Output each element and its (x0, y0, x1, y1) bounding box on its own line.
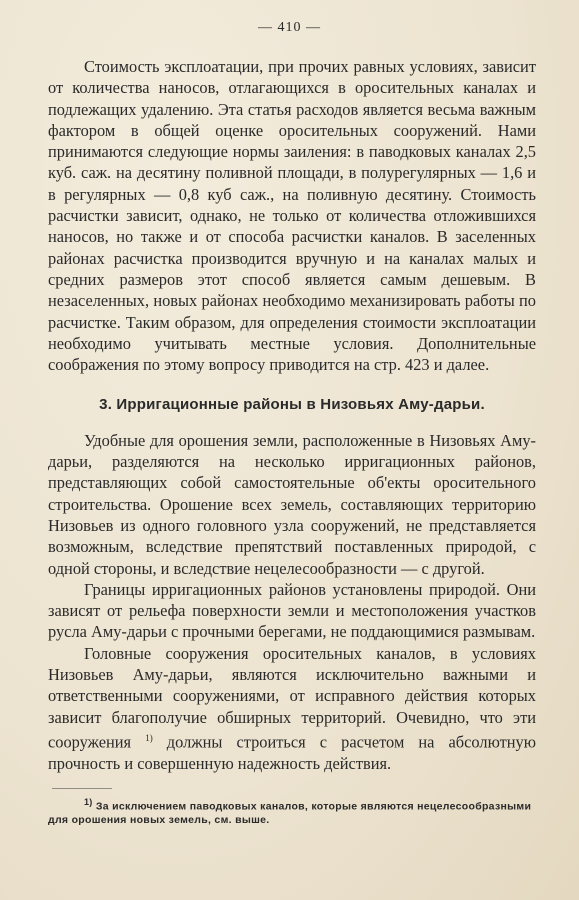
paragraph-irrigation-lands: Удобные для орошения земли, расположенные в Низовьях Аму-дарьи, разделяются на несколько ирригационных районов, представляющих собой самостоятельные об'екты оросительного строительства. Орошение всех земель, составляющих территорию Низовьев из одного головного узла сооружений, не представляется возможным, вследствие препятствий поставленных природой, с одной стороны, и вследствие нецелесообразности — с другой. (48, 430, 536, 578)
paragraph-head-structures (48, 643, 536, 774)
footnote-text: За исключением паводковых каналов, которые являются нецелесообразными для орошения новых земель, см. выше. (48, 800, 532, 827)
footnote-divider (52, 788, 112, 789)
section-heading: 3. Ирригационные районы в Низовьях Аму-дарьи. (99, 396, 485, 414)
paragraph-head-structures-start: Головные сооружения оросительных каналов, в условиях Низовьев Аму-дарьи, являются исключительно важными и ответственными сооружениями, от исправного действия которых зависит благополучие обширных территорий. Очевидно, что эти сооружения (48, 643, 536, 752)
paragraph-head-structures-end: должны строиться с расчетом на абсолютную прочность и совершенную надежность действия. (48, 732, 536, 773)
page-body (48, 56, 536, 827)
footnote-marker: 1) (84, 796, 93, 807)
page-number: — 410 — (258, 20, 321, 35)
paragraph-district-borders: Границы ирригационных районов установлены природой. Они зависят от рельефа поверхности земли и местоположения участков русла Аму-дарьи с прочными берегами, не поддающимися размывам. (48, 579, 536, 642)
footnote-reference: 1) (145, 732, 153, 743)
paragraph-operating-cost: Стоимость эксплоатации, при прочих равных условиях, зависит от количества наносов, отлагающихся в оросительных каналах и подлежащих удалению. Эта статья расходов является весьма важным фактором в общей оценке оросительных сооружений. Нами принимаются следующие нормы заиления: в паводковых каналах 2,5 куб. саж. на десятину поливной площади, в полурегулярных — 1,6 и в регулярных — 0,8 куб саж., на поливную десятину. Стоимость расчистки зависит, однако, не только от количества отложившихся наносов, но также и от способа расчистки каналов. В заселенных районах расчистка производится вручную и на каналах малых и средних размеров этот способ является самым дешевым. В незаселенных, новых районах необходимо механизировать работы по расчистке. Таким образом, для определения стоимости эксплоатации необходимо учитывать местные условия. Дополнительные соображения по этому вопросу приводится на стр. 423 и далее. (48, 57, 536, 375)
footnote (48, 795, 536, 828)
